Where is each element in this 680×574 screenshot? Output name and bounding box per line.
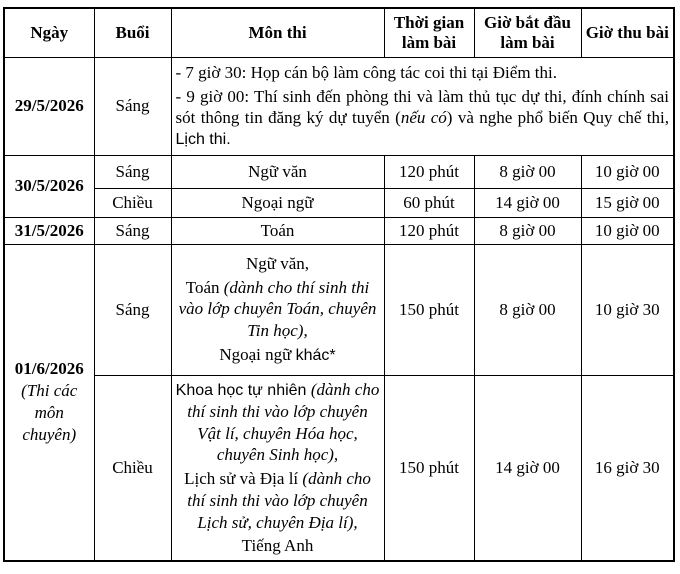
subject-item-2-text: Lịch sử và Địa lí — [184, 469, 303, 489]
notes-item-2-text-mid: ) và nghe phổ biến Quy chế thi, — [446, 108, 669, 128]
subject-item-1-italic: (dành cho thí sinh thi vào lớp chuyên Vật lí, chuyên Hóa học, chuyên Sinh học), — [187, 379, 380, 465]
start-cell-may30-afternoon: 14 giờ 00 — [474, 188, 581, 217]
date-note-jun01: (Thi các môn chuyên) — [21, 381, 78, 445]
subject-item-1 — [176, 253, 380, 275]
header-start-time: Giờ bắt đầu làm bài — [474, 8, 581, 57]
collect-cell-may30-morning: 10 giờ 00 — [581, 155, 674, 188]
subject-item-2-italic: (dành cho thí sinh thi vào lớp chuyên Toán, chuyên Tin học), — [178, 277, 377, 341]
notes-item-2 — [176, 86, 670, 150]
subject-item-2 — [176, 468, 380, 533]
header-duration: Thời gian làm bài — [384, 8, 474, 57]
notes-item-1-text: - 7 giờ 30: Họp cán bộ làm công tác coi thi tại Điểm thi. — [175, 62, 557, 82]
row-jun01-afternoon — [4, 375, 674, 561]
subject-item-1-text: Ngữ văn, — [245, 253, 310, 273]
subject-item-2-text: Toán — [185, 277, 224, 297]
subject-item-3-suffix: khác* — [295, 346, 336, 364]
header-date: Ngày — [4, 8, 94, 57]
header-subject: Môn thi — [171, 8, 384, 57]
notes-item-2-italic: nếu có — [400, 108, 447, 128]
date-cell-may30: 30/5/2026 — [4, 155, 94, 217]
row-may30-afternoon — [4, 188, 674, 217]
subject-cell-jun01-afternoon — [171, 375, 384, 561]
notes-item-2-text: - 9 giờ 00: Thí sinh đến phòng thi và làm thủ tục dự thi, đính chính sai sót thông tin đăng ký dự tuyển ( — [175, 87, 669, 128]
date-cell-may31: 31/5/2026 — [4, 217, 94, 244]
start-cell-jun01-afternoon: 14 giờ 00 — [474, 375, 581, 561]
start-cell-may30-morning: 8 giờ 00 — [474, 155, 581, 188]
subject-cell-may30-afternoon: Ngoại ngữ — [171, 188, 384, 217]
date-cell-may29: 29/5/2026 — [4, 57, 94, 155]
duration-cell-jun01-morning: 150 phút — [384, 244, 474, 375]
duration-cell-may30-morning: 120 phút — [384, 155, 474, 188]
session-cell-jun01-afternoon: Chiều — [94, 375, 171, 561]
subject-cell-jun01-morning — [171, 244, 384, 375]
session-cell-may31: Sáng — [94, 217, 171, 244]
session-cell-jun01-morning: Sáng — [94, 244, 171, 375]
collect-cell-jun01-morning: 10 giờ 30 — [581, 244, 674, 375]
subject-cell-may31: Toán — [171, 217, 384, 244]
subject-item-3 — [176, 344, 380, 366]
row-may30-morning — [4, 155, 674, 188]
exam-schedule-table — [3, 7, 675, 562]
date-cell-jun01 — [4, 244, 94, 561]
notes-item-2-text-end: Lịch thi. — [175, 131, 231, 149]
row-may31 — [4, 217, 674, 244]
duration-cell-jun01-afternoon: 150 phút — [384, 375, 474, 561]
collect-cell-may30-afternoon: 15 giờ 00 — [581, 188, 674, 217]
subject-item-3-text: Tiếng Anh — [241, 536, 314, 556]
duration-cell-may31: 120 phút — [384, 217, 474, 244]
session-cell-may29: Sáng — [94, 57, 171, 155]
collect-cell-may31: 10 giờ 00 — [581, 217, 674, 244]
start-cell-may31: 8 giờ 00 — [474, 217, 581, 244]
subject-cell-may30-morning: Ngữ văn — [171, 155, 384, 188]
subject-item-3-text: Ngoại ngữ — [219, 344, 296, 364]
session-cell-may30-morning: Sáng — [94, 155, 171, 188]
subject-item-3 — [176, 535, 380, 557]
notes-item-1 — [176, 62, 670, 83]
notes-cell-may29 — [171, 57, 674, 155]
duration-cell-may30-afternoon: 60 phút — [384, 188, 474, 217]
header-session: Buổi — [94, 8, 171, 57]
header-collect-time: Giờ thu bài — [581, 8, 674, 57]
subject-item-1-text: Khoa học tự nhiên — [175, 381, 311, 399]
row-may29 — [4, 57, 674, 155]
header-row — [4, 8, 674, 57]
collect-cell-jun01-afternoon: 16 giờ 30 — [581, 375, 674, 561]
subject-item-2 — [176, 277, 380, 342]
session-cell-may30-afternoon: Chiều — [94, 188, 171, 217]
date-label-jun01: 01/6/2026 — [14, 359, 84, 379]
subject-item-1 — [176, 379, 380, 467]
start-cell-jun01-morning: 8 giờ 00 — [474, 244, 581, 375]
subject-item-2-italic: (dành cho thí sinh thi vào lớp chuyên Lịch sử, chuyên Địa lí), — [187, 469, 371, 532]
row-jun01-morning — [4, 244, 674, 375]
